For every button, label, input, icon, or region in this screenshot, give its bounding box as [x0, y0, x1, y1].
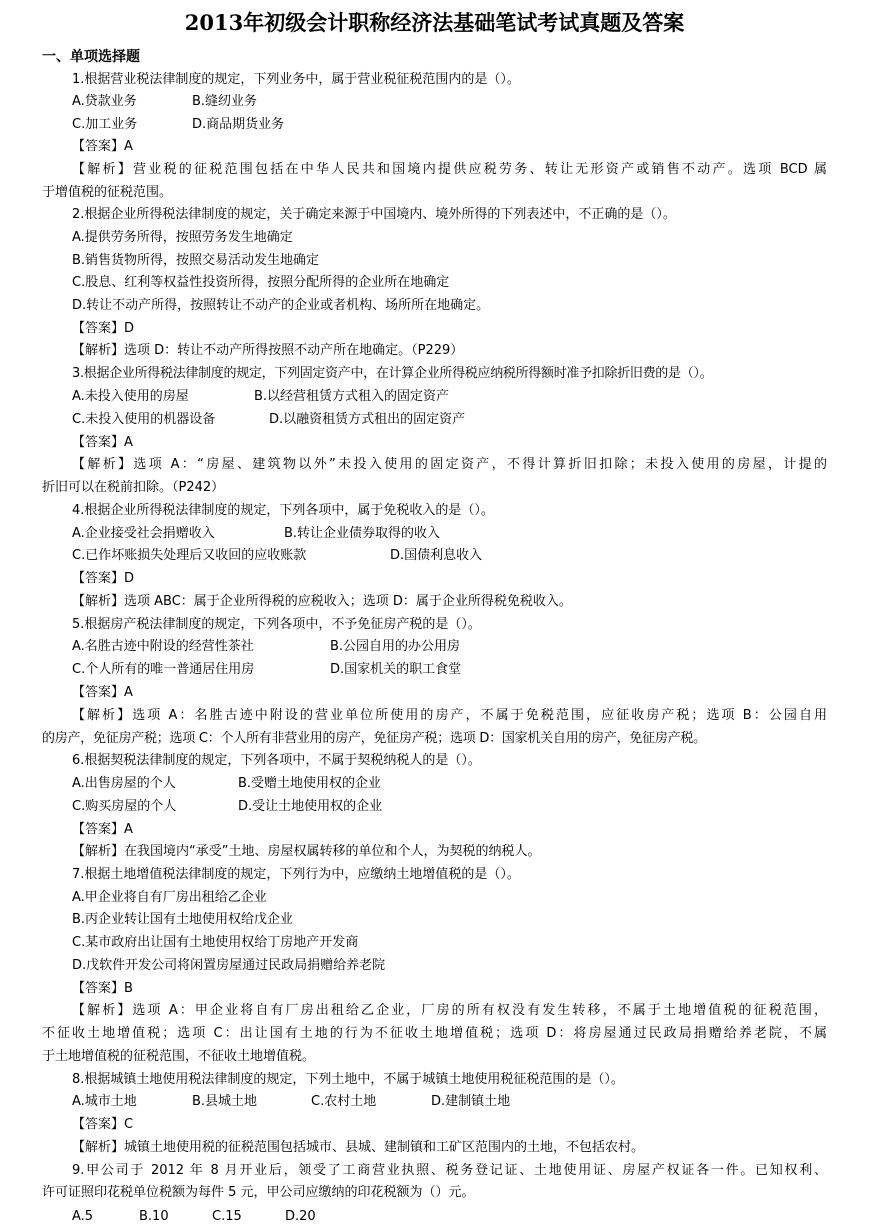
question-8-stem: 8.根据城镇土地使用税法律制度的规定，下列土地中，不属于城镇土地使用税征税范围的是（）。	[72, 1072, 624, 1087]
question-6-stem: 6.根据契税法律制度的规定，下列各项中，不属于契税纳税人的是（）。	[72, 753, 481, 768]
question-5-answer: 【答案】A	[72, 685, 133, 700]
question-9-option-d: D.20	[285, 1209, 316, 1224]
question-1-option-b: B.缝纫业务	[192, 94, 258, 109]
question-9-option-b: B.10	[139, 1209, 169, 1224]
question-4-option-b: B.转让企业债券取得的收入	[284, 526, 441, 541]
question-3-option-d: D.以融资租赁方式租出的固定资产	[269, 412, 466, 427]
question-2-analysis: 【解析】选项 D：转让不动产所得按照不动产所在地确定。（P229）	[72, 343, 464, 358]
document-title: 2013年初级会计职称经济法基础笔试考试真题及答案	[184, 10, 685, 35]
question-4-option-a: A.企业接受社会捐赠收入	[72, 526, 215, 541]
question-8-option-d: D.建制镇土地	[431, 1094, 511, 1109]
question-1-option-d: D.商品期货业务	[192, 117, 285, 132]
question-5-stem: 5.根据房产税法律制度的规定，下列各项中，不予免征房产税的是（）。	[72, 617, 481, 632]
question-8-option-a: A.城市土地	[72, 1094, 137, 1109]
question-7-option-d: D.戊软件开发公司将闲置房屋通过民政局捐赠给养老院	[72, 958, 386, 973]
question-6-option-b: B.受赠土地使用权的企业	[238, 776, 382, 791]
question-5-option-a: A.名胜古迹中附设的经营性茶社	[72, 639, 254, 654]
question-8-answer: 【答案】C	[72, 1117, 134, 1132]
question-5-option-d: D.国家机关的职工食堂	[330, 662, 462, 677]
question-2-option-d: D.转让不动产所得，按照转让不动产的企业或者机构、场所所在地确定。	[72, 298, 490, 313]
section-heading: 一、单项选择题	[42, 49, 140, 65]
question-3-option-b: B.以经营租赁方式租入的固定资产	[254, 389, 450, 404]
question-5-option-c: C.个人所有的唯一普通居住用房	[72, 662, 255, 677]
question-8-option-c: C.农村土地	[311, 1094, 377, 1109]
question-6-answer: 【答案】A	[72, 822, 133, 837]
question-3-stem: 3.根据企业所得税法律制度的规定，下列固定资产中，在计算企业所得税应纳税所得额时准予扣除折旧费的是（）。	[72, 366, 713, 381]
question-7-option-a: A.甲企业将自有厂房出租给乙企业	[72, 890, 267, 905]
question-6-option-c: C.购买房屋的个人	[72, 799, 177, 814]
question-3-answer: 【答案】A	[72, 435, 133, 450]
question-3-analysis-line-1: 【解析】选项 A：“房屋、建筑物以外”未投入使用的固定资产，不得计算折旧扣除；未投入使用的房屋，计提的	[72, 457, 827, 472]
question-1-analysis-line-1: 【解析】营业税的征税范围包括在中华人民共和国境内提供应税劳务、转让无形资产或销售不动产。选项 BCD 属	[72, 162, 827, 177]
question-4-answer: 【答案】D	[72, 571, 135, 586]
question-7-analysis-line-3: 于土地增值税的征税范围，不征收土地增值税。	[42, 1049, 316, 1064]
question-5-analysis-line-1: 【解析】选项 A：名胜古迹中附设的营业单位所使用的房产，不属于免税范围，应征收房产税；选项 B：公园自用	[72, 708, 827, 723]
question-7-option-b: B.丙企业转让国有土地使用权给戊企业	[72, 912, 294, 927]
question-2-stem: 2.根据企业所得税法律制度的规定，关于确定来源于中国境内、境外所得的下列表述中，不正确的是（）。	[72, 207, 676, 222]
question-2-option-a: A.提供劳务所得，按照劳务发生地确定	[72, 230, 293, 245]
question-7-answer: 【答案】B	[72, 981, 133, 996]
question-6-option-a: A.出售房屋的个人	[72, 776, 176, 791]
question-1-option-c: C.加工业务	[72, 117, 138, 132]
question-2-option-c: C.股息、红利等权益性投资所得，按照分配所得的企业所在地确定	[72, 275, 450, 290]
question-7-analysis-line-1: 【解析】选项 A：甲企业将自有厂房出租给乙企业，厂房的所有权没有发生转移，不属于土地增值税的征税范围，	[72, 1003, 827, 1018]
question-4-option-c: C.已作坏账损失处理后又收回的应收账款	[72, 548, 307, 563]
question-4-option-d: D.国债利息收入	[390, 548, 483, 563]
question-7-option-c: C.某市政府出让国有土地使用权给丁房地产开发商	[72, 935, 359, 950]
question-9-stem-line-2: 许可证照印花税单位税额为每件 5 元，甲公司应缴纳的印花税额为（）元。	[42, 1185, 475, 1200]
question-1-option-a: A.贷款业务	[72, 94, 137, 109]
question-3-option-c: C.未投入使用的机器设备	[72, 412, 216, 427]
question-4-analysis: 【解析】选项 ABC：属于企业所得税的应税收入；选项 D：属于企业所得税免税收入。	[72, 594, 572, 609]
question-7-stem: 7.根据土地增值税法律制度的规定，下列行为中，应缴纳土地增值税的是（）。	[72, 867, 520, 882]
question-5-option-b: B.公园自用的办公用房	[330, 639, 461, 654]
question-3-analysis-line-2: 折旧可以在税前扣除。（P242）	[42, 480, 225, 495]
question-9-option-c: C.15	[212, 1209, 242, 1224]
question-2-option-b: B.销售货物所得，按照交易活动发生地确定	[72, 253, 320, 268]
question-9-option-a: A.5	[72, 1209, 94, 1224]
question-7-analysis-line-2: 不征收土地增值税；选项 C：出让国有土地的行为不征收土地增值税；选项 D：将房屋通过民政局捐赠给养老院，不属	[42, 1026, 827, 1041]
question-8-option-b: B.县城土地	[192, 1094, 258, 1109]
question-8-analysis: 【解析】城镇土地使用税的征税范围包括城市、县城、建制镇和工矿区范围内的土地，不包括农村。	[72, 1140, 645, 1155]
question-6-option-d: D.受让土地使用权的企业	[238, 799, 383, 814]
question-9-stem-line-1: 9.甲公司于 2012 年 8 月开业后，领受了工商营业执照、税务登记证、土地使用证、房屋产权证各一件。已知权利、	[72, 1163, 827, 1178]
question-5-analysis-line-2: 的房产，免征房产税；选项 C：个人所有非营业用的房产，免征房产税；选项 D：国家机关自用的房产，免征房产税。	[42, 731, 706, 746]
question-1-stem: 1.根据营业税法律制度的规定，下列业务中，属于营业税征税范围内的是（）。	[72, 72, 520, 87]
question-4-stem: 4.根据企业所得税法律制度的规定，下列各项中，属于免税收入的是（）。	[72, 503, 494, 518]
question-6-analysis: 【解析】在我国境内“承受”土地、房屋权属转移的单位和个人，为契税的纳税人。	[72, 844, 541, 859]
question-1-answer: 【答案】A	[72, 139, 133, 154]
question-2-answer: 【答案】D	[72, 321, 135, 336]
question-1-analysis-line-2: 于增值税的征税范围。	[42, 185, 173, 200]
question-3-option-a: A.未投入使用的房屋	[72, 389, 189, 404]
